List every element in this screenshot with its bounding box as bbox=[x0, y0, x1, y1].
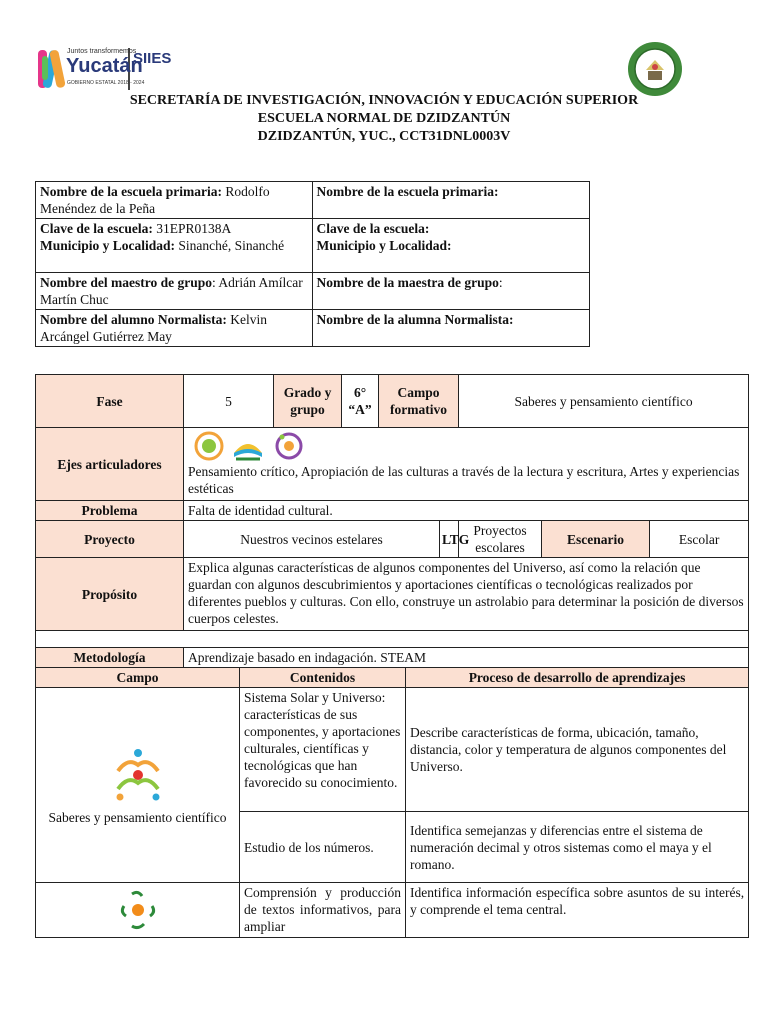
row1-contenido: Sistema Solar y Universo: características de sus componentes, y aportaciones culturales, científicas y tecnológicas que han favorecido su conocimiento. bbox=[240, 688, 406, 812]
r-escuela-label: Nombre de la escuela primaria: bbox=[316, 184, 499, 199]
ejes-label: Ejes articuladores bbox=[36, 428, 184, 501]
municipio-label: Municipio y Localidad: bbox=[40, 238, 176, 253]
campo-saberes-cell bbox=[36, 688, 240, 883]
metodologia-value: Aprendizaje basado en indagación. STEAM bbox=[184, 648, 749, 668]
alumno-label: Nombre del alumno Normalista: bbox=[40, 312, 227, 327]
proyecto-label: Proyecto bbox=[36, 521, 184, 558]
saberes-campo-icon bbox=[108, 745, 168, 805]
maestro-cell bbox=[36, 273, 313, 310]
proposito-value: Explica algunas características de algunos componentes del Universo, así como la relación que guardan con algunos descubrimientos y aportaciones científicas o tecnológicas realizados por diferentes pueblos y culturas. Con ello, construye un astrolabio para determinar la posición de diversos cuerpos celestes. bbox=[184, 558, 749, 631]
row1-campo: Saberes y pensamiento científico bbox=[48, 809, 227, 825]
logo-tagline: Juntos transformemos bbox=[67, 48, 137, 55]
alumna-cell-right bbox=[312, 310, 590, 347]
escenario-label: Escenario bbox=[542, 521, 650, 558]
lectura-escritura-icon bbox=[232, 433, 264, 461]
col-proceso-header: Proceso de desarrollo de aprendizajes bbox=[406, 668, 749, 688]
row2-proceso: Identifica semejanzas y diferencias entre el sistema de numeración decimal y otros sistemas como el maya y el romano. bbox=[406, 812, 749, 883]
r-alumna-label: Nombre de la alumna Normalista: bbox=[316, 312, 514, 327]
artes-icon bbox=[274, 431, 304, 461]
col-contenidos-header: Contenidos bbox=[240, 668, 406, 688]
r-maestra-colon: : bbox=[498, 275, 503, 290]
school-info-table bbox=[35, 181, 590, 347]
clave-value: 31EPR0138A bbox=[152, 221, 232, 236]
logo-wordmark: Yucatán bbox=[66, 55, 143, 77]
header-line-2: ESCUELA NORMAL DE DZIDZANTÚN bbox=[257, 111, 511, 126]
escuela-primaria-cell-right bbox=[312, 182, 590, 219]
maestro-label: Nombre del maestro de grupo bbox=[40, 275, 212, 290]
row3-contenido: Comprensión y producción de textos informativos, para ampliar bbox=[240, 883, 406, 938]
escuela-value: Rodolfo Menéndez de la Peña bbox=[40, 184, 270, 216]
alumno-cell bbox=[36, 310, 313, 347]
campo-formativo-value: Saberes y pensamiento científico bbox=[459, 375, 749, 428]
campo-lenguajes-cell bbox=[36, 883, 240, 938]
campo-formativo-label: Campo formativo bbox=[379, 375, 459, 428]
ejes-icons bbox=[188, 429, 744, 463]
pensamiento-critico-icon bbox=[194, 431, 224, 461]
header-line-3: DZIDZANTÚN, YUC., CCT31DNL0003V bbox=[257, 129, 511, 144]
clave-label: Clave de la escuela: bbox=[40, 221, 153, 236]
maestra-cell-right bbox=[312, 273, 590, 310]
col-campo-header: Campo bbox=[36, 668, 240, 688]
planning-table bbox=[35, 374, 749, 938]
municipio-value: Sinanché, Sinanché bbox=[175, 238, 285, 253]
clave-municipio-cell bbox=[36, 219, 313, 273]
problema-value: Falta de identidad cultural. bbox=[184, 501, 749, 521]
escuela-label: Nombre de la escuela primaria: bbox=[40, 184, 222, 199]
grado-value: 6° “A” bbox=[342, 375, 379, 428]
grado-label: Grado y grupo bbox=[274, 375, 342, 428]
siies-logo-text: SIIES bbox=[133, 50, 172, 67]
ltg-value: Proyectos escolares bbox=[459, 521, 542, 558]
escenario-value: Escolar bbox=[650, 521, 749, 558]
logo-subtitle: GOBIERNO ESTATAL 2018 - 2024 bbox=[67, 80, 145, 86]
ejes-cell bbox=[184, 428, 749, 501]
problema-label: Problema bbox=[36, 501, 184, 521]
escuela-normal-seal bbox=[626, 40, 684, 98]
r-maestra-label: Nombre de la maestra de grupo bbox=[316, 275, 499, 290]
ejes-value: Pensamiento crítico, Apropiación de las culturas a través de la lectura y escritura, Artes y experiencias estéticas bbox=[188, 464, 740, 496]
r-municipio-label: Municipio y Localidad: bbox=[316, 238, 452, 253]
maestro-value: : Adrián Amílcar Martín Chuc bbox=[40, 275, 303, 307]
row1-proceso: Describe características de forma, ubicación, tamaño, distancia, color y temperatura de algunos componentes del Universo. bbox=[406, 688, 749, 812]
escuela-primaria-cell bbox=[36, 182, 313, 219]
row3-proceso: Identifica información específica sobre asuntos de su interés, y comprende el tema central. bbox=[406, 883, 749, 938]
r-clave-label: Clave de la escuela: bbox=[316, 221, 430, 236]
proposito-label: Propósito bbox=[36, 558, 184, 631]
spacer-row bbox=[36, 631, 749, 648]
clave-municipio-cell-right bbox=[312, 219, 590, 273]
ltg-label: LTG bbox=[440, 521, 459, 558]
seal-icon bbox=[626, 40, 684, 98]
lenguajes-campo-icon bbox=[116, 888, 160, 932]
row2-contenido: Estudio de los números. bbox=[240, 812, 406, 883]
proyecto-value: Nuestros vecinos estelares bbox=[184, 521, 440, 558]
header-line-1: SECRETARÍA DE INVESTIGACIÓN, INNOVACIÓN Y EDUCACIÓN SUPERIOR bbox=[129, 93, 639, 108]
alumno-value: Kelvin Arcángel Gutiérrez May bbox=[40, 312, 267, 344]
yucatan-logo bbox=[36, 44, 171, 96]
metodologia-label: Metodología bbox=[36, 648, 184, 668]
fase-value: 5 bbox=[184, 375, 274, 428]
fase-label: Fase bbox=[36, 375, 184, 428]
